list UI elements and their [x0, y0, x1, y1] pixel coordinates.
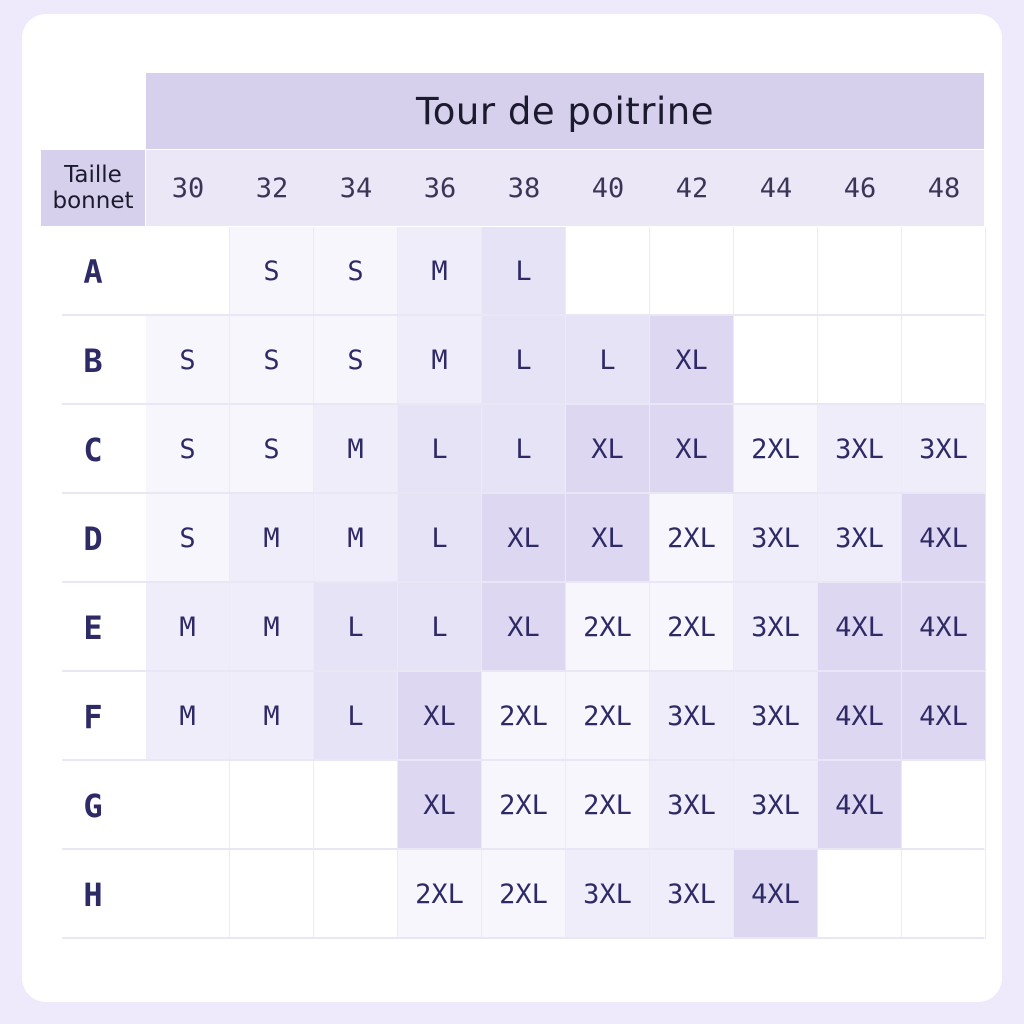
column-header-44: 44	[759, 172, 793, 204]
size-cell-B-42: XL	[650, 316, 734, 405]
size-cell-C-40: XL	[566, 405, 650, 494]
size-cell-H-44: 4XL	[734, 850, 818, 939]
row-label-B: B	[83, 341, 103, 380]
size-cell-A-46	[818, 227, 902, 316]
size-cell-B-46	[818, 316, 902, 405]
corner-label	[41, 150, 145, 226]
size-cell-B-34: S	[314, 316, 398, 405]
header-title: Tour de poitrine	[415, 89, 714, 133]
row-label-C: C	[83, 430, 103, 469]
size-cell-B-40: L	[566, 316, 650, 405]
size-cell-H-42: 3XL	[650, 850, 734, 939]
size-cell-D-44: 3XL	[734, 494, 818, 583]
size-cell-F-30: M	[146, 672, 230, 761]
size-cell-C-32: S	[230, 405, 314, 494]
size-cell-G-36: XL	[398, 761, 482, 850]
size-cell-F-48: 4XL	[902, 672, 986, 761]
column-header-42: 42	[675, 172, 709, 204]
size-cell-C-36: L	[398, 405, 482, 494]
size-cell-C-38: L	[482, 405, 566, 494]
size-cell-G-30	[146, 761, 230, 850]
size-cell-A-34: S	[314, 227, 398, 316]
size-cell-E-30: M	[146, 583, 230, 672]
row-divider	[62, 937, 984, 939]
size-cell-H-36: 2XL	[398, 850, 482, 939]
size-cell-G-42: 3XL	[650, 761, 734, 850]
row-label-G: G	[83, 786, 103, 825]
column-header-40: 40	[591, 172, 625, 204]
size-cell-A-40	[566, 227, 650, 316]
header-band	[146, 73, 984, 149]
size-cell-D-48: 4XL	[902, 494, 986, 583]
size-cell-A-48	[902, 227, 986, 316]
size-cell-D-32: M	[230, 494, 314, 583]
size-cell-A-42	[650, 227, 734, 316]
row-label-D: D	[83, 519, 103, 558]
row-label-A: A	[83, 252, 103, 291]
size-cell-A-30	[146, 227, 230, 316]
size-cell-G-38: 2XL	[482, 761, 566, 850]
size-cell-E-36: L	[398, 583, 482, 672]
size-cell-B-30: S	[146, 316, 230, 405]
size-cell-G-44: 3XL	[734, 761, 818, 850]
size-cell-H-40: 3XL	[566, 850, 650, 939]
size-cell-A-38: L	[482, 227, 566, 316]
size-cell-G-32	[230, 761, 314, 850]
size-cell-H-46	[818, 850, 902, 939]
size-cell-C-44: 2XL	[734, 405, 818, 494]
size-cell-H-38: 2XL	[482, 850, 566, 939]
column-header-30: 30	[171, 172, 205, 204]
column-header-34: 34	[339, 172, 373, 204]
size-cell-H-34	[314, 850, 398, 939]
column-header-48: 48	[927, 172, 961, 204]
size-cell-D-34: M	[314, 494, 398, 583]
size-cell-C-42: XL	[650, 405, 734, 494]
size-cell-D-46: 3XL	[818, 494, 902, 583]
size-cell-F-46: 4XL	[818, 672, 902, 761]
row-label-F: F	[83, 697, 103, 736]
size-cell-E-40: 2XL	[566, 583, 650, 672]
size-cell-F-32: M	[230, 672, 314, 761]
row-label-H: H	[83, 875, 103, 914]
size-cell-E-42: 2XL	[650, 583, 734, 672]
column-header-32: 32	[255, 172, 289, 204]
size-cell-E-34: L	[314, 583, 398, 672]
size-cell-G-48	[902, 761, 986, 850]
size-cell-G-34	[314, 761, 398, 850]
size-cell-G-40: 2XL	[566, 761, 650, 850]
size-cell-A-36: M	[398, 227, 482, 316]
column-header-36: 36	[423, 172, 457, 204]
size-cell-E-32: M	[230, 583, 314, 672]
size-cell-G-46: 4XL	[818, 761, 902, 850]
size-cell-D-38: XL	[482, 494, 566, 583]
size-cell-F-34: L	[314, 672, 398, 761]
column-header-38: 38	[507, 172, 541, 204]
size-cell-B-32: S	[230, 316, 314, 405]
size-cell-D-42: 2XL	[650, 494, 734, 583]
size-cell-A-32: S	[230, 227, 314, 316]
size-cell-H-30	[146, 850, 230, 939]
size-cell-C-30: S	[146, 405, 230, 494]
size-cell-C-34: M	[314, 405, 398, 494]
size-cell-C-46: 3XL	[818, 405, 902, 494]
size-cell-D-40: XL	[566, 494, 650, 583]
size-cell-B-48	[902, 316, 986, 405]
column-header-46: 46	[843, 172, 877, 204]
size-cell-C-48: 3XL	[902, 405, 986, 494]
size-cell-F-42: 3XL	[650, 672, 734, 761]
size-cell-B-44	[734, 316, 818, 405]
row-label-E: E	[83, 608, 103, 647]
size-cell-F-36: XL	[398, 672, 482, 761]
size-cell-E-48: 4XL	[902, 583, 986, 672]
size-cell-D-30: S	[146, 494, 230, 583]
corner-label-line1: Taille	[64, 162, 122, 188]
size-cell-H-32	[230, 850, 314, 939]
size-cell-E-46: 4XL	[818, 583, 902, 672]
corner-label-line2: bonnet	[52, 188, 134, 214]
size-cell-F-38: 2XL	[482, 672, 566, 761]
size-cell-F-40: 2XL	[566, 672, 650, 761]
size-cell-E-44: 3XL	[734, 583, 818, 672]
size-cell-A-44	[734, 227, 818, 316]
size-cell-E-38: XL	[482, 583, 566, 672]
size-cell-H-48	[902, 850, 986, 939]
size-cell-B-38: L	[482, 316, 566, 405]
size-cell-F-44: 3XL	[734, 672, 818, 761]
size-cell-B-36: M	[398, 316, 482, 405]
size-cell-D-36: L	[398, 494, 482, 583]
